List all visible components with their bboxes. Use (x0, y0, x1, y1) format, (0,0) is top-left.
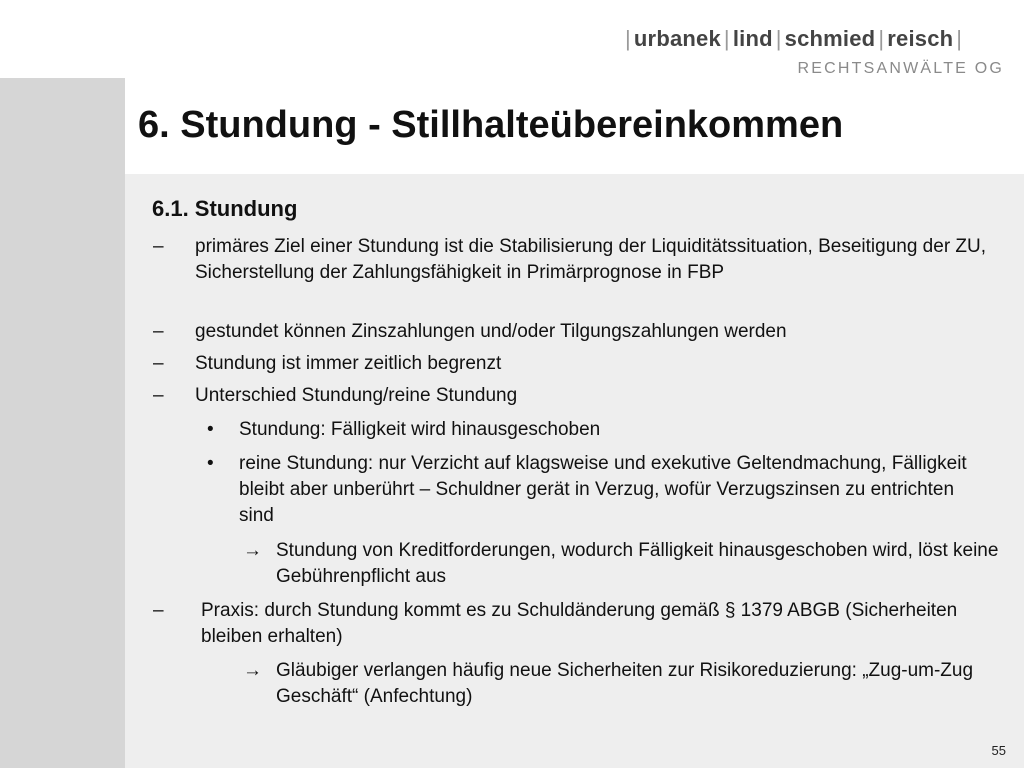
logo-name-3: schmied (784, 26, 876, 51)
list-item (207, 451, 967, 529)
page-number: 55 (991, 743, 1006, 758)
list-item (207, 417, 967, 443)
list-item (153, 598, 1003, 650)
item-text: Stundung ist immer zeitlich begrenzt (195, 353, 502, 374)
logo-name-2: lind (732, 26, 773, 51)
item-text: Unterschied Stundung/reine Stundung (195, 385, 518, 406)
dash-marker: – (153, 321, 164, 342)
bullet-marker: • (207, 453, 214, 474)
bullet-marker: • (207, 419, 214, 440)
dash-marker: – (153, 353, 164, 374)
arrow-icon: → (243, 540, 262, 561)
arrow-icon: → (243, 660, 262, 681)
list-item (153, 319, 993, 345)
logo-names: | urbanek | lind | schmied | reisch | (625, 26, 963, 51)
list-item (243, 538, 1003, 590)
item-text: Gläubiger verlangen häufig neue Sicherheiten zur Risikoreduzierung: „Zug-um-Zug Geschäft“ (Anfechtung) (276, 660, 974, 707)
list-item (153, 351, 993, 377)
dash-marker: – (153, 600, 164, 621)
item-text: Stundung von Kreditforderungen, wodurch Fälligkeit hinausgeschoben wird, löst keine Gebührenpflicht aus (276, 540, 999, 587)
dash-marker: – (153, 236, 164, 257)
logo-name-4: reisch (887, 26, 954, 51)
left-sidebar-bar (0, 78, 125, 768)
section-title: 6.1. Stundung (152, 196, 298, 221)
list-item (153, 383, 993, 409)
content-panel (125, 174, 1024, 768)
item-text: Praxis: durch Stundung kommt es zu Schuldänderung gemäß § 1379 ABGB (Sicherheiten bleiben erhalten) (201, 600, 958, 647)
firm-logo (622, 26, 1008, 86)
item-text: reine Stundung: nur Verzicht auf klagsweise und exekutive Geltendmachung, Fälligkeit bleibt aber unberührt – Schuldner gerät in Verzug, wofür Verzugszinsen zu entrichten sind (239, 453, 967, 526)
list-item (243, 658, 1003, 710)
list-item (153, 234, 993, 286)
logo-name-1: urbanek (633, 26, 721, 51)
item-text: gestundet können Zinszahlungen und/oder Tilgungszahlungen werden (195, 321, 787, 342)
dash-marker: – (153, 385, 164, 406)
item-text: primäres Ziel einer Stundung ist die Stabilisierung der Liquiditätssituation, Beseitigung der ZU, Sicherstellung der Zahlungsfähigkeit in Primärprognose in FBP (195, 236, 987, 283)
logo-subtitle: RECHTSANWÄLTE OG (797, 60, 1004, 77)
slide-title: 6. Stundung - Stillhalteübereinkommen (138, 104, 844, 146)
item-text: Stundung: Fälligkeit wird hinausgeschoben (239, 419, 601, 440)
